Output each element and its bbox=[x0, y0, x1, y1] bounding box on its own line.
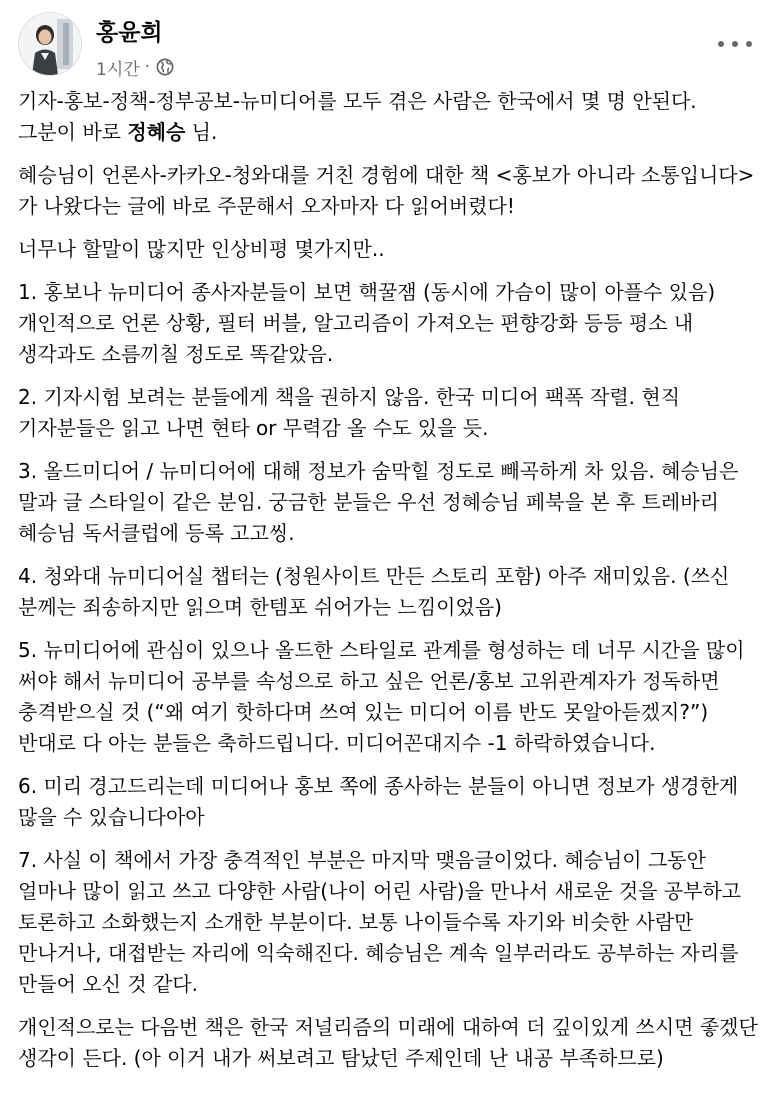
post-paragraph: 3. 올드미디어 / 뉴미디어에 대해 정보가 숨막힐 정도로 빼곡하게 차 있음. 혜승님은 말과 글 스타일이 같은 분임. 궁금한 분들은 우선 정혜승님 페북을 본 후 트레바리 혜승님 독서클럽에 등록 고고씽. bbox=[18, 459, 739, 545]
post-paragraph: 5. 뉴미디어에 관심이 있으나 올드한 스타일로 관계를 형성하는 데 너무 시간을 많이 써야 해서 뉴미디어 공부를 속성으로 하고 싶은 언론/홍보 고위관계자가 정독하면 충격받으실 것 (“왜 여기 핫하다며 쓰여 있는 미디어 이름 반도 못알아듣겠지?”) 반대로 다 아는 분들은 축하드립니다. 미디어꼰대지수 -1 하락하였습니다. bbox=[18, 638, 745, 755]
post-paragraph: 7. 사실 이 책에서 가장 충격적인 부분은 마지막 맺음글이었다. 혜승님이 그동안 얼마나 많이 읽고 쓰고 다양한 사람(나이 어린 사람)을 만나서 새로운 것을 공부하고 토론하고 소화했는지 소개한 부분이다. 보통 나이들수록 자기와 비슷한 사람만 만나거나, 대접받는 자리에 익숙해진다. 혜승님은 계속 일부러라도 공부하는 자리를 만들어 오신 것 같다. bbox=[18, 848, 742, 996]
more-options-icon bbox=[746, 41, 752, 47]
post-timestamp[interactable]: 1시간 bbox=[96, 59, 140, 80]
post-intro bbox=[18, 86, 766, 148]
author-name[interactable]: 홍윤희 bbox=[96, 20, 163, 46]
more-options-icon bbox=[732, 41, 738, 47]
meta-separator: · bbox=[144, 57, 151, 77]
post-paragraph: 혜승님이 언론사-카카오-청와대를 거친 경험에 대한 책 <홍보가 아니라 소통입니다> 가 나왔다는 글에 바로 주문해서 오자마자 다 읽어버렸다! bbox=[18, 163, 755, 218]
post-header bbox=[18, 12, 764, 82]
post-paragraph: 개인적으로는 다음번 책은 한국 저널리즘의 미래에 대하여 더 깊이있게 쓰시면 좋겠단 생각이 든다. (아 이거 내가 써보려고 탐났던 주제인데 난 내공 부족하므로) bbox=[18, 1015, 758, 1070]
mentioned-name: 정혜승 bbox=[127, 120, 186, 144]
post-body bbox=[18, 86, 766, 1086]
more-options-button[interactable] bbox=[718, 32, 752, 56]
post-paragraph: 4. 청와대 뉴미디어실 챕터는 (청원사이트 만든 스토리 포함) 아주 재미있음. (쓰신 분께는 죄송하지만 읽으며 한템포 쉬어가는 느낌이었음) bbox=[18, 564, 730, 619]
intro-line-2-after: 님. bbox=[185, 120, 218, 144]
post-paragraph: 1. 홍보나 뉴미디어 종사자분들이 보면 핵꿀잼 (동시에 가슴이 많이 아플수 있음) 개인적으로 언론 상황, 필터 버블, 알고리즘이 가져오는 편향강화 등등 평소 내 생각과도 소름끼칠 정도로 똑같았음. bbox=[18, 280, 716, 366]
post-paragraph: 6. 미리 경고드리는데 미디어나 홍보 쪽에 종사하는 분들이 아니면 정보가 생경한게 많을 수 있습니다아아 bbox=[18, 774, 739, 829]
post-paragraph: 너무나 할말이 많지만 인상비평 몇가지만.. bbox=[18, 237, 385, 261]
globe-icon[interactable] bbox=[156, 58, 174, 76]
more-options-icon bbox=[718, 41, 724, 47]
intro-line-1: 기자-홍보-정책-정부공보-뉴미디어를 모두 겪은 사람은 한국에서 몇 명 안된다. bbox=[18, 89, 697, 113]
post-paragraph: 2. 기자시험 보려는 분들에게 책을 권하지 않음. 한국 미디어 팩폭 작렬. 현직 기자분들은 읽고 나면 현타 or 무력감 올 수도 있을 듯. bbox=[18, 385, 681, 440]
avatar[interactable] bbox=[18, 12, 82, 76]
post-meta bbox=[96, 55, 174, 79]
profile-photo-avatar bbox=[19, 13, 81, 75]
intro-line-2-before: 그분이 바로 bbox=[18, 120, 128, 144]
